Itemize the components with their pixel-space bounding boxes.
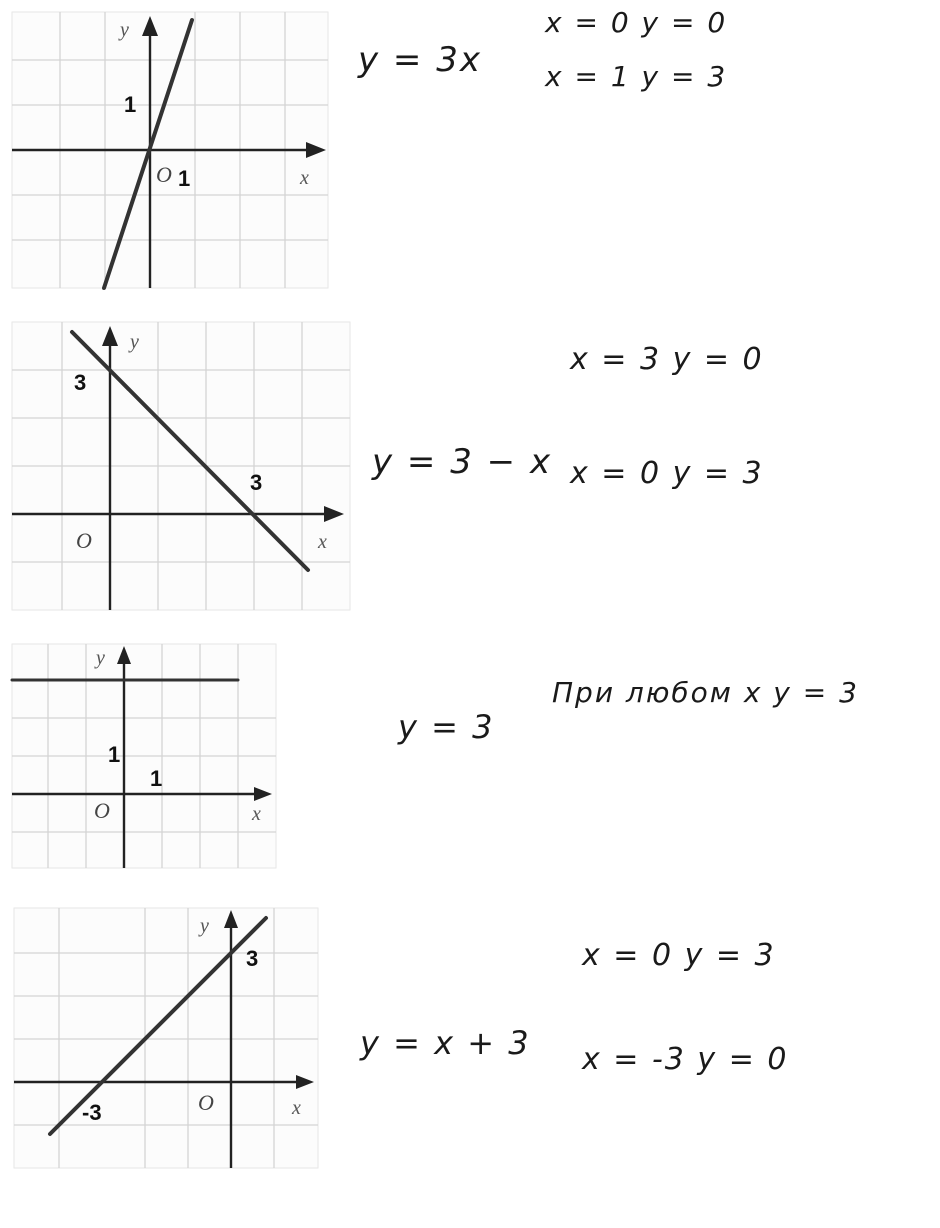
x-tick-label: -3 <box>82 1100 102 1125</box>
graph-y-equals-3-minus-x <box>12 322 357 612</box>
equation-2: y = 3 − x <box>372 442 553 482</box>
graph-y-equals-x-plus-3 <box>14 908 324 1172</box>
point-2a: x = 3 y = 0 <box>570 342 764 377</box>
point-4b: x = -3 y = 0 <box>582 1042 789 1077</box>
y-axis-label: y <box>200 915 209 937</box>
origin-label: O <box>76 528 92 553</box>
equation-1: y = 3x <box>358 40 482 80</box>
equation-4: y = x + 3 <box>360 1024 531 1062</box>
point-1a: x = 0 y = 0 <box>545 6 728 39</box>
y-axis-label: y <box>96 647 105 669</box>
x-tick-label: 1 <box>150 766 163 791</box>
x-axis-label: x <box>300 167 309 189</box>
graph-y-equals-3x <box>12 12 332 292</box>
y-axis-label: y <box>130 331 139 353</box>
x-tick-label: 3 <box>250 470 263 495</box>
y-axis-label: y <box>120 19 129 41</box>
point-1b: x = 1 y = 3 <box>545 60 728 93</box>
graph-y-equals-3 <box>12 644 282 874</box>
x-tick-label: 1 <box>178 166 191 191</box>
origin-label: O <box>94 798 110 823</box>
origin-label: O <box>156 162 172 187</box>
y-tick-label: 3 <box>246 946 259 971</box>
x-axis-label: x <box>318 531 327 553</box>
x-axis-label: x <box>292 1097 301 1119</box>
y-tick-label: 1 <box>108 742 121 767</box>
y-tick-label: 1 <box>124 92 137 117</box>
x-axis-label: x <box>252 803 261 825</box>
y-tick-label: 3 <box>74 370 87 395</box>
origin-label: O <box>198 1090 214 1115</box>
point-2b: x = 0 y = 3 <box>570 456 764 491</box>
point-3a: При любом x y = 3 <box>552 676 859 709</box>
point-4a: x = 0 y = 3 <box>582 938 776 973</box>
equation-3: y = 3 <box>398 708 495 746</box>
